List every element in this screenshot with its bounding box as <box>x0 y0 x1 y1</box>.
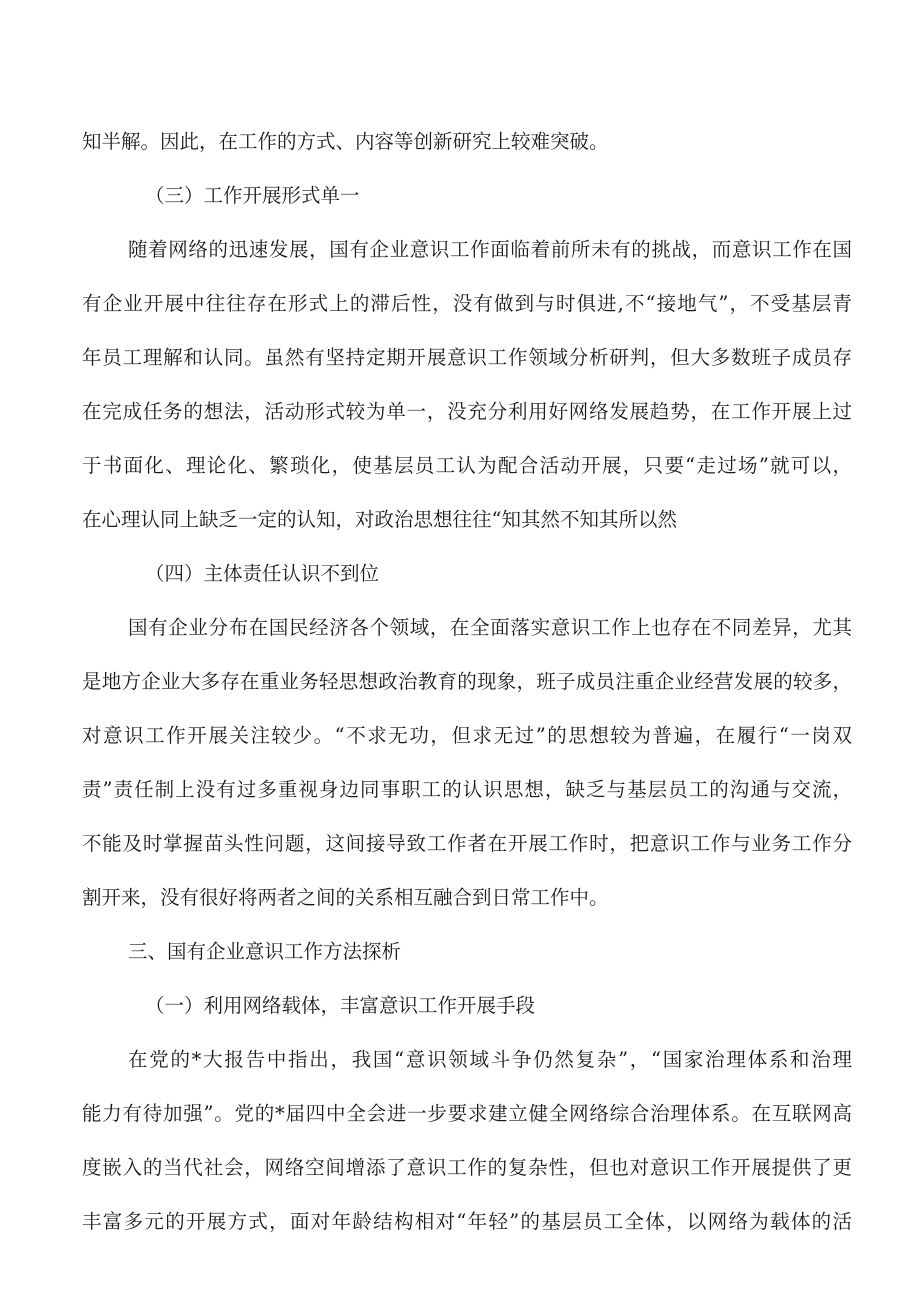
paragraph-line: 不能及时掌握苗头性问题，这间接导致工作者在开展工作时，把意识工作与业务工作分 <box>82 832 852 855</box>
paragraph-line: 对意识工作开展关注较少。“不求无功，但求无过”的思想较为普遍，在履行“一岗双 <box>82 724 852 747</box>
paragraph-line: 割开来，没有很好将两者之间的关系相互融合到日常工作中。 <box>82 886 609 909</box>
paragraph-line: 有企业开展中往往存在形式上的滞后性，没有做到与时俱进,不“接地气”，不受基层青 <box>82 292 852 315</box>
paragraph-line: 年员工理解和认同。虽然有坚持定期开展意识工作领域分析研判，但大多数班子成员存 <box>82 346 852 369</box>
paragraph-line: 国有企业分布在国民经济各个领域，在全面落实意识工作上也存在不同差异，尤其 <box>128 616 852 639</box>
chapter-heading: 三、国有企业意识工作方法探析 <box>128 940 402 963</box>
paragraph-line: 随着网络的迅速发展，国有企业意识工作面临着前所未有的挑战，而意识工作在国 <box>128 238 852 261</box>
paragraph-line: 是地方企业大多存在重业务轻思想政治教育的现象，班子成员注重企业经营发展的较多， <box>82 670 852 693</box>
paragraph-line: 知半解。因此，在工作的方式、内容等创新研究上较难突破。 <box>82 130 609 153</box>
section-heading: （一）利用网络载体，丰富意识工作开展手段 <box>145 994 536 1017</box>
paragraph-line: 在完成任务的想法，活动形式较为单一，没充分利用好网络发展趋势，在工作开展上过 <box>82 400 852 423</box>
paragraph-line: 度嵌入的当代社会，网络空间增添了意识工作的复杂性，但也对意识工作开展提供了更 <box>82 1156 852 1179</box>
paragraph-line: 于书面化、理论化、繁琐化，使基层员工认为配合活动开展，只要“走过场”就可以， <box>82 454 852 477</box>
section-heading: （四）主体责任认识不到位 <box>145 562 380 585</box>
paragraph-line: 在心理认同上缺乏一定的认知，对政治思想往往“知其然不知其所以然 <box>82 508 677 531</box>
section-heading: （三）工作开展形式单一 <box>145 184 360 207</box>
paragraph-line: 丰富多元的开展方式，面对年龄结构相对“年轻”的基层员工全体，以网络为载体的活 <box>82 1210 852 1233</box>
paragraph-line: 在党的*大报告中指出，我国“意识领域斗争仍然复杂”，“国家治理体系和治理 <box>128 1048 852 1071</box>
paragraph-line: 责”责任制上没有过多重视身边同事职工的认识思想，缺乏与基层员工的沟通与交流， <box>82 778 852 801</box>
paragraph-line: 能力有待加强”。党的*届四中全会进一步要求建立健全网络综合治理体系。在互联网高 <box>82 1102 852 1125</box>
